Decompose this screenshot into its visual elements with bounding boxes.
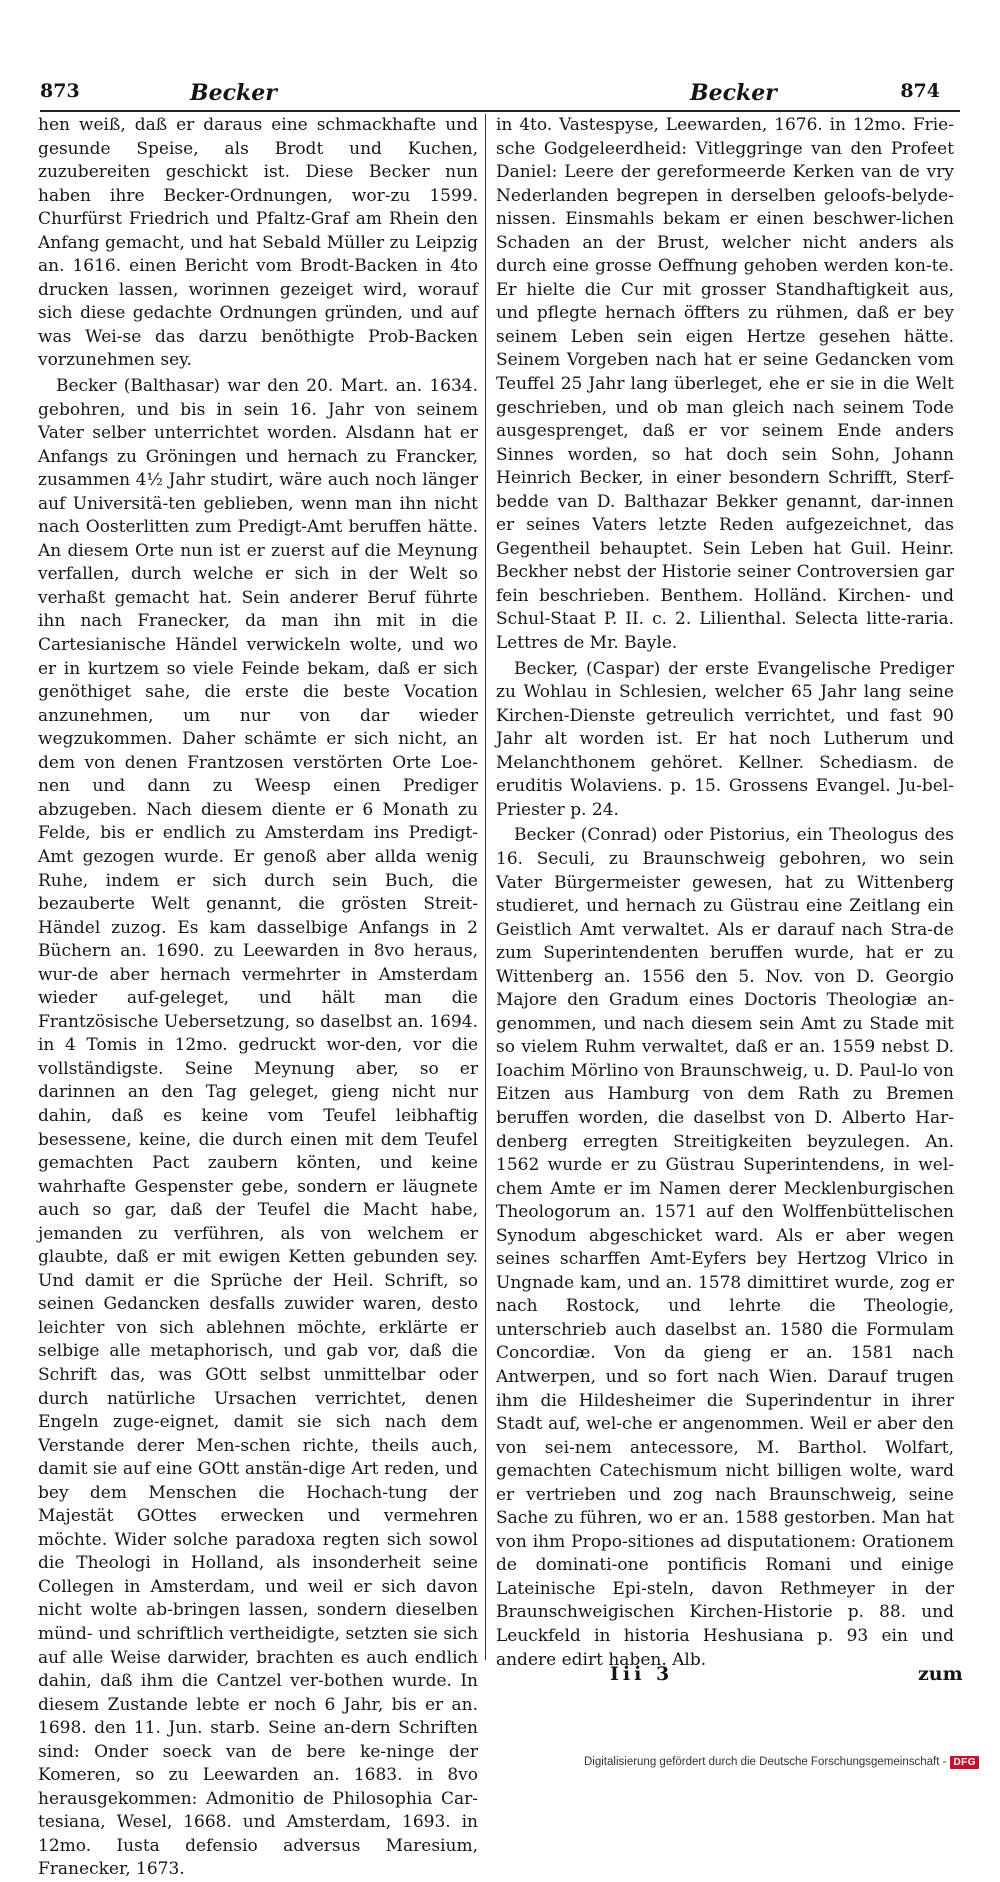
right-column <box>496 114 954 1670</box>
catchword: zum <box>918 1663 963 1685</box>
left-column <box>38 114 478 1880</box>
column-rule <box>485 114 486 1660</box>
page-number-left: 873 <box>40 80 80 102</box>
footer-text: Digitalisierung gefördert durch die Deutsche Forschungsgemeinschaft - <box>584 1756 947 1768</box>
entry-becker-balthasar: Becker (Balthasar) war den 20. Mart. an. 1634. gebohren, und bis in sein 16. Jahr von seinem Vater selber unterrichtet worden. Alsdann hat er Anfangs zu Gröningen und hernach zu Francker, zusammen 4½ Jahr studirt, wäre auch noch länger auf Universitä-ten geblieben, wenn man ihn nicht nach Oosterlitten zum Predigt-Amt beruffen hätte. An diesem Orte nun ist er zuerst auf die Meynung verfallen, durch welche er sich in der Welt so verhaßt gemacht hat. Sein anderer Beruf führte ihn nach Franecker, da man ihn mit in die Cartesianische Händel verwickeln wolte, und wo er in kurtzem so viele Feinde bekam, daß er sich genöthiget sahe, die erste die beste Vocation anzunehmen, um nur von dar wieder wegzukommen. Daher schämte er sich nicht, an dem von denen Frantzosen verstörten Orte Loe-nen und dann zu Weesp einen Prediger abzugeben. Nach diesem diente er 6 Monath zu Felde, bis er endlich zu Amsterdam ins Predigt-Amt gezogen wurde. Er genoß aber allda wenig Ruhe, indem er sich durch sein Buch, die bezauberte Welt genannt, die grösten Streit-Händel zuzog. Es kam dasselbige Anfangs in 2 Büchern an. 1690. zu Leewarden in 8vo heraus, wur-de aber hernach vermehrter in Amsterdam wieder auf-geleget, und hält man die Frantzösische Uebersetzung, so daselbst an. 1694. in 4 Tomis in 12mo. gedruckt wor-den, vor die vollständigste. Seine Meynung aber, so er darinnen an den Tag geleget, gieng nicht nur dahin, daß es keine vom Teufel leibhaftig besessene, keine, die durch einen mit dem Teufel gemachten Pact zaubern könten, und keine wahrhafte Gespenster gebe, sondern er läugnete auch so gar, daß der Teufel die Macht habe, jemanden zu verführen, als von welchem er glaubte, daß er mit ewigen Ketten gebunden sey. Und damit er die Sprüche der Heil. Schrift, so seinen Gedancken desfalls zuwider waren, desto leichter von sich ablehnen möchte, erklärte er selbige alle metaphorisch, und gab vor, daß die Schrift das, was GOtt selbst unmittelbar oder durch natürliche Ursachen verrichtet, denen Engeln zuge-eignet, damit sie sich nach dem Verstande derer Men-schen richte, theils auch, damit sie auf eine GOtt anstän-dige Art reden, und bey dem Menschen die Hochach-tung der Majestät GOttes erwecken und vermehren möchte. Wider solche paradoxa regten sich sowol die Theologi in Holland, als insonderheit seine Collegen in Amsterdam, und weil er sich davon nicht wolte ab-bringen lassen, sondern dieselben münd- und schriftlich vertheidigte, setzten sie sich auf alle Weise darwider, brachten es auch endlich dahin, daß ihm die Cantzel ver-bothen wurde. In diesem Zustande lebte er noch 6 Jahr, bis er an. 1698. den 11. Jun. starb. Seine an-dern Schriften sind: Onder soeck van de bere ke-ninge der Komeren, so zu Leewarden an. 1683. in 8vo herausgekommen: Admonitio de Philosophia Car-tesiana, Wesel, 1668. und Amsterdam, 1693. in 12mo. Iusta defensio adversus Maresium, Franecker, 1673. <box>38 376 478 1880</box>
paragraph-balthasar-continuation: in 4to. Vastespyse, Leewarden, 1676. in 12mo. Frie-sche Godgeleerdheid: Vitleggringe van den Profeet Daniel: Leere der gereformeerde Kerken van de vry Nederlanden begrepen in derselben geloofs-belyde-nissen. Einsmahls bekam er einen beschwer-lichen Schaden an der Brust, welcher nicht anders als durch eine grosse Oeffnung gehoben werden kon-te. Er hielte die Cur mit grosser Standhaftigkeit aus, und pflegte hernach öffters zu rühmen, daß er bey seinem Leben sein eigen Hertze gesehen hätte. Seinem Vorgeben nach hat er seine Gedancken vom Teuffel 25 Jahr lang überleget, ehe er sie in die Welt geschrieben, und ob man gleich nach seinem Tode ausgesprenget, daß er vor seinem Ende anders Sinnes worden, so hat doch sein Sohn, Johann Heinrich Becker, in einer besondern Schrifft, Sterf-bedde van D. Balthazar Bekker genannt, dar-innen er seines Vaters letzte Reden aufgezeichnet, das Gegentheil behauptet. Sein Leben hat Guil. Heinr. Beckher nebst der Historie seiner Controversien gar fein beschrieben. Benthem. Holländ. Kirchen- und Schul-Staat P. II. c. 2. Lilienthal. Selecta litte-raria. Lettres de Mr. Bayle. <box>496 115 954 654</box>
running-header <box>40 78 960 112</box>
signature-mark: Iii 3 <box>610 1663 674 1685</box>
digitization-footer <box>584 1756 990 1778</box>
entry-becker-caspar: Becker, (Caspar) der erste Evangelische Prediger zu Wohlau in Schlesien, welcher 65 Jahr lang seine Kirchen-Dienste getreulich verrichtet, und fast 90 Jahr alt worden ist. Er hat noch Lutherum und Melanchthonem gehöret. Kellner. Schediasm. de eruditis Wolaviens. p. 15. Grossens Evangel. Ju-bel-Priester p. 24. <box>496 658 954 820</box>
paragraph-bread-continuation: hen weiß, daß er daraus eine schmackhafte und gesunde Speise, als Brodt und Kuchen, zuzubereiten geschickt ist. Diese Becker nun haben ihre Becker-Ordnungen, wor-zu 1599. Churfürst Friedrich und Pfaltz-Graf am Rhein den Anfang gemacht, und hat Sebald Müller zu Leipzig an. 1616. einen Bericht vom Brodt-Backen in 4to drucken lassen, worinnen gezeiget wird, worauf sich diese gedachte Ordnungen gründen, und auf was Wei-se das darzu benöthigte Prob-Backen vorzunehmen sey. <box>38 115 478 371</box>
headword-right: Becker <box>690 80 777 106</box>
dfg-logo: DFG <box>950 1756 979 1769</box>
page-number-right: 874 <box>900 80 940 102</box>
entry-becker-conrad: Becker (Conrad) oder Pistorius, ein Theologus des 16. Seculi, zu Braunschweig gebohren, wo sein Vater Bürgermeister gewesen, hat zu Wittenberg studieret, und hernach zu Güstrau eine Zeitlang ein Geistlich Amt verwaltet. Als er darauf nach Stra-de zum Superintendenten beruffen wurde, hat er zu Wittenberg an. 1556 den 5. Nov. von D. Georgio Majore den Gradum eines Doctoris Theologiæ an-genommen, und nach diesem sein Amt zu Stade mit so vielem Ruhm verwaltet, daß er an. 1559 nebst D. Ioachim Mörlino von Braunschweig, u. D. Paul-lo von Eitzen aus Hamburg von dem Rath zu Bremen beruffen worden, die daselbst von D. Alberto Har-denberg erregten Streitigkeiten beyzulegen. An. 1562 wurde er zu Güstrau Superintendens, in wel-chem Amte er im Namen derer Mecklenburgischen Theologorum an. 1571 auf den Wolffenbüttelischen Synodum abgeschicket ward. Als er aber wegen seines scharffen Amt-Eyfers bey Hertzog Vlrico in Ungnade kam, und an. 1578 dimittiret wurde, zog er nach Rostock, und lehrte die Theologie, unterschrieb auch daselbst an. 1580 die Formulam Concordiæ. Von da gieng er an. 1581 nach Antwerpen, und so fort nach Wien. Darauf trugen ihm die Hildesheimer die Superindentur in ihrer Stadt auf, wel-che er angenommen. Weil er aber den von sei-nem antecessore, M. Barthol. Wolfart, gemachten Catechismum nicht billigen wolte, ward er vertrieben und zog nach Braunschweig, seine Sache zu führen, wo er an. 1588 gestorben. Man hat von ihm Propo-sitiones ad disputationem: Orationem de dominati-one pontificis Romani und einige Lateinische Epi-steln, davon Rethmeyer in der Braunschweigischen Kirchen-Historie p. 88. und Leuckfeld in historia Heshusiana p. 93 ein und andere edirt haben. Alb. <box>496 825 954 1670</box>
headword-left: Becker <box>190 80 277 106</box>
